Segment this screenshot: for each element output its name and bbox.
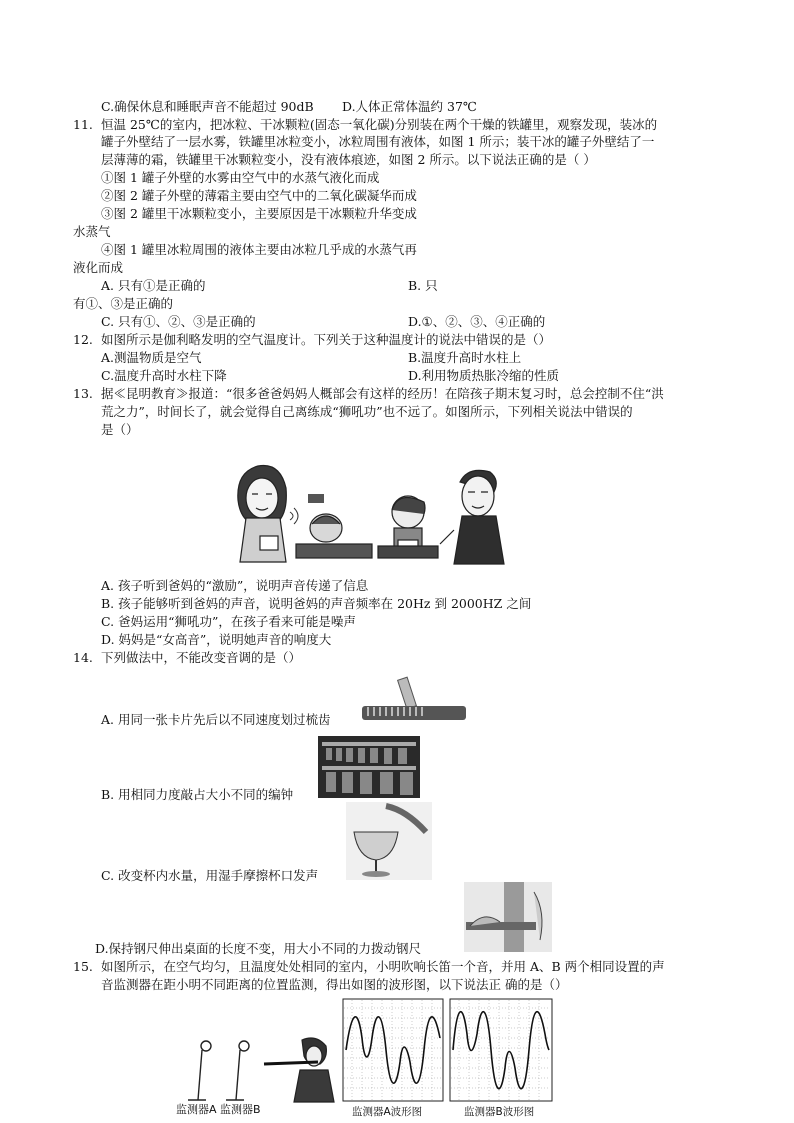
q14-stem: 下列做法中，不能改变音调的是（） <box>101 650 302 665</box>
q11-statement-4b: 液化而成 <box>73 260 124 275</box>
q11-stem-line1: 恒温 25℃的室内，把冰粒、干冰颗粒(固态一氧化碳)分别装在两个干燥的铁罐里，观察发现，装冰的 <box>101 117 658 132</box>
clock-icon <box>308 494 324 503</box>
q13-option-a: A. 孩子听到爸妈的“激励”，说明声音传递了信息 <box>101 578 369 593</box>
q11-option-b-cont: 有①、③是正确的 <box>73 296 174 311</box>
flute-player <box>264 1038 334 1102</box>
mother-figure <box>238 465 287 562</box>
q11-statement-2: ②图 2 罐子外壁的薄霜主要由空气中的二氧化碳凝华而成 <box>101 188 417 203</box>
q12-number: 12. <box>73 332 93 347</box>
q13-option-d: D. 妈妈是“女高音”，说明她声音的响度大 <box>101 632 332 647</box>
monitor-b <box>226 1041 249 1100</box>
q15-number: 15. <box>73 959 93 974</box>
q10-option-d: D.人体正常体温约 37℃ <box>342 99 477 114</box>
q14-option-c: C. 改变杯内水量，用湿手摩擦杯口发声 <box>101 868 319 883</box>
waveform-b-chart <box>449 998 553 1102</box>
q12-option-d: D.利用物质热胀冷缩的性质 <box>408 368 560 383</box>
q11-statement-4: ④图 1 罐里冰粒周围的液体主要由冰粒几乎成的水蒸气再 <box>101 242 417 257</box>
q13-number: 13. <box>73 386 93 401</box>
child-figure-2 <box>378 496 438 558</box>
q12-option-b: B.温度升高时水柱上 <box>408 350 522 365</box>
father-figure <box>440 470 504 564</box>
monitors-label: 监测器A 监测器B <box>176 1103 261 1116</box>
q12-option-a: A.测温物质是空气 <box>101 350 202 365</box>
q11-stem-line3: 层薄薄的霜，铁罐里干冰颗粒变小，没有液体痕迹，如图 2 所示。以下说法正确的是（ ） <box>101 152 596 167</box>
q14-option-b: B. 用相同力度敲占大小不同的编钟 <box>101 787 294 802</box>
q13-option-c: C. 爸妈运用“狮吼功”，在孩子看来可能是噪声 <box>101 614 356 629</box>
q10-option-c: C.确保休息和睡眠声音不能超过 90dB <box>101 99 314 114</box>
q13-stem-line2: 荒之力”，时间长了，就会觉得自己离练成“狮吼功”也不远了。如图所示，下列相关说法中错误的 <box>101 404 633 419</box>
q11-option-b: B. 只 <box>408 278 438 293</box>
q11-statement-3: ③图 2 罐里干冰颗粒变小，主要原因是干冰颗粒升华变成 <box>101 206 417 221</box>
q15-stem-line2: 音监测器在距小明不同距离的位置监测，得出如图的波形图，以下说法正 确的是（） <box>101 977 568 992</box>
q14-option-a: A. 用同一张卡片先后以不同速度划过梳齿 <box>101 712 331 727</box>
q11-option-a: A. 只有①是正确的 <box>101 278 206 293</box>
q12-option-c: C.温度升高时水柱下降 <box>101 368 227 383</box>
bianzhong-bells-image <box>318 736 420 798</box>
q11-stem-line2: 罐子外壁结了一层水雾，铁罐里冰粒变小，冰粒周围有液体，如图 1 所示；装干冰的罐子外壁结了一 <box>101 134 655 149</box>
waveform-a-label: 监测器A波形图 <box>352 1106 423 1118</box>
q11-number: 11. <box>73 117 93 132</box>
parents-scolding-illustration <box>228 452 510 570</box>
wine-glass-image <box>346 802 432 880</box>
child-figure <box>296 514 372 558</box>
q13-option-b: B. 孩子能够听到爸妈的声音，说明爸妈的声音频率在 20Hz 到 2000HZ 之间 <box>101 596 532 611</box>
comb-card-image <box>358 676 470 724</box>
q15-stem-line1: 如图所示，在空气均匀，且温度处处相同的室内，小明吹响长笛一个音，并用 A、B 两个相同设置的声 <box>101 959 665 974</box>
waveform-a-chart <box>342 998 444 1102</box>
q12-stem: 如图所示是伽利略发明的空气温度计。下列关于这种温度计的说法中错误的是（） <box>101 332 552 347</box>
q11-option-d: D.①、②、③、④正确的 <box>408 314 546 329</box>
waveform-b-label: 监测器B波形图 <box>464 1106 535 1118</box>
q14-option-d: D.保持钢尺伸出桌面的长度不变，用大小不同的力拨动钢尺 <box>95 941 422 956</box>
q13-stem-line3: 是（） <box>101 422 139 437</box>
steel-ruler-image <box>464 882 552 952</box>
q11-statement-3b: 水蒸气 <box>73 224 111 239</box>
q13-stem-line1: 据≪昆明教育≫报道：“很多爸爸妈妈人概部会有这样的经历！在陪孩子期末复习时，总会控制不住“洪 <box>101 386 664 401</box>
q14-number: 14. <box>73 650 93 665</box>
q11-option-c: C. 只有①、②、③是正确的 <box>101 314 256 329</box>
q11-statement-1: ①图 1 罐子外壁的水雾由空气中的水蒸气液化而成 <box>101 170 380 185</box>
monitor-a <box>188 1041 211 1100</box>
